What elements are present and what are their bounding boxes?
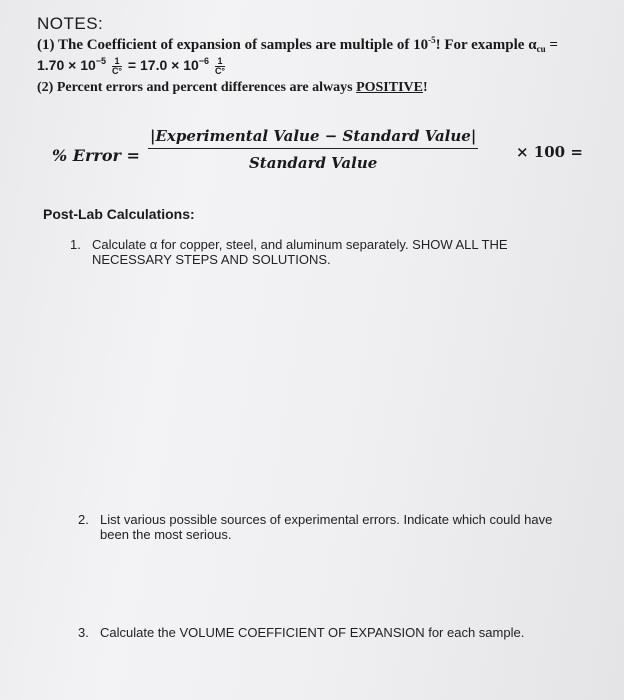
- note-2-text: (2) Percent errors and percent differences are always: [37, 80, 357, 95]
- eq-lhs-exponent: −5: [95, 56, 107, 66]
- percent-error-fraction: [148, 127, 478, 172]
- note-1-equals: =: [545, 37, 558, 53]
- note-2-emphasis: POSITIVE: [356, 80, 423, 95]
- formula-denominator: Standard Value: [248, 154, 378, 172]
- item-number: 2.: [78, 512, 89, 527]
- formula-numerator: |Experimental Value − Standard Value|: [148, 127, 478, 149]
- unit-fraction-den: C°: [111, 65, 123, 76]
- list-item: [70, 237, 508, 267]
- eq-mid-exponent: −6: [198, 56, 210, 66]
- item-text-line2: been the most serious.: [100, 527, 232, 542]
- unit-fraction-num: 1: [112, 57, 122, 67]
- item-text-line1: List various possible sources of experimental errors. Indicate which could have: [100, 512, 553, 527]
- note-1-text: (1) The Coefficient of expansion of samples are multiple of 10: [37, 37, 429, 53]
- item-number: 3.: [78, 625, 89, 640]
- note-1-exponent: -5: [428, 35, 436, 45]
- list-item: [78, 625, 524, 640]
- item-text-line2: NECESSARY STEPS AND SOLUTIONS.: [92, 252, 331, 267]
- item-number: 1.: [70, 237, 81, 252]
- note-2-end: !: [422, 80, 428, 95]
- list-item: [78, 512, 552, 542]
- example-equation: [37, 56, 227, 80]
- unit-fraction-2: [215, 57, 225, 76]
- note-1-subscript: cu: [536, 44, 546, 54]
- formula-lhs: % Error =: [52, 146, 140, 165]
- unit-fraction-1: [112, 57, 122, 76]
- formula-rhs: × 100 =: [516, 143, 583, 161]
- notes-title: NOTES:: [37, 14, 104, 33]
- eq-mid: = 17.0 × 10: [124, 57, 199, 73]
- eq-lhs: 1.70 × 10: [37, 57, 96, 73]
- item-text-line1: Calculate the VOLUME COEFFICIENT OF EXPANSION for each sample.: [100, 625, 525, 640]
- item-text-line1: Calculate α for copper, steel, and aluminum separately. SHOW ALL THE: [92, 237, 508, 252]
- note-1-tail: ! For example α: [435, 37, 537, 53]
- postlab-heading: Post-Lab Calculations:: [43, 206, 195, 222]
- unit-fraction-num: 1: [215, 57, 225, 67]
- note-1: [37, 35, 558, 54]
- note-2: [37, 80, 428, 96]
- unit-fraction-den: C°: [214, 65, 226, 76]
